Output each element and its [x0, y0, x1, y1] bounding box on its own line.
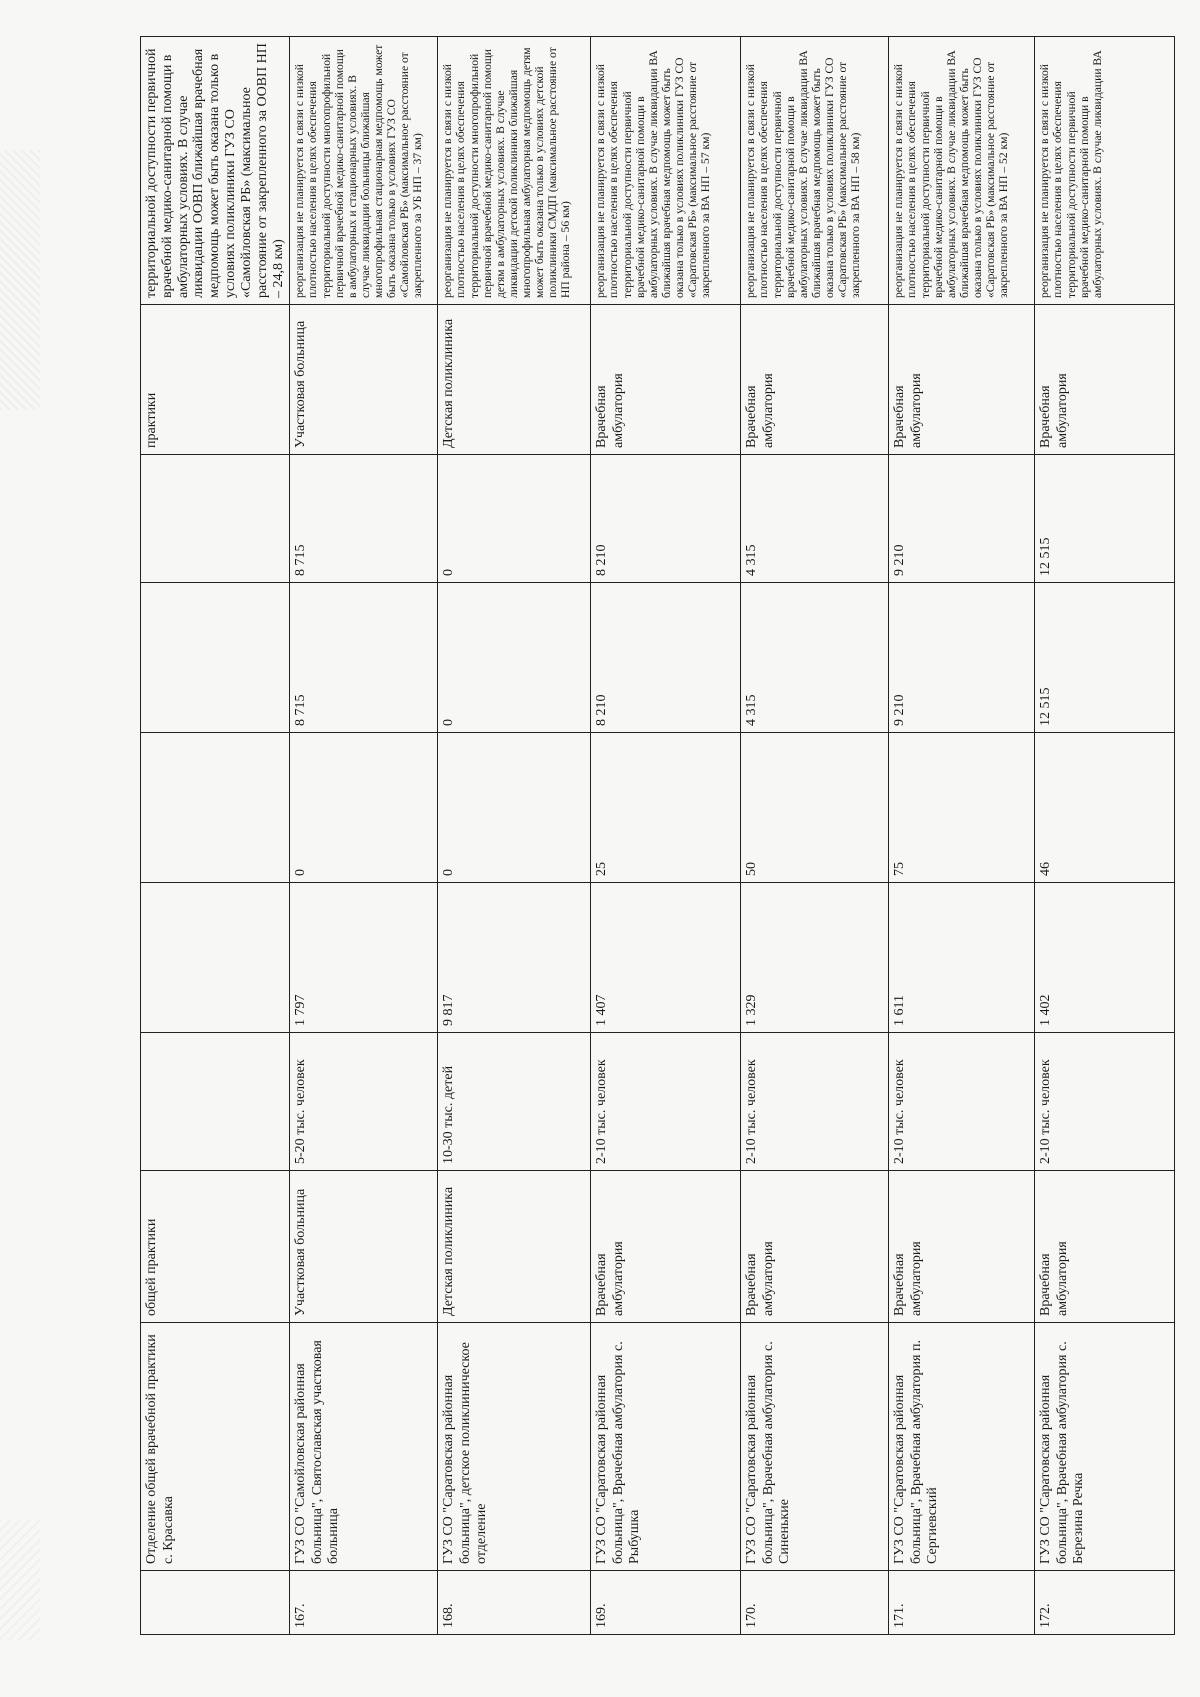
- population-value: 1 402: [1035, 883, 1175, 1033]
- reorganization-note: реорганизация не планируется в связи с низкой плотностью населения в целях обеспечения территориальной доступности первичной врачебной медико-санитарной помощи в амбулаторных условиях. В случае ликвидации ВА ближайшая врачебная медпомощь может быть оказана только в условиях поликлиники ГУЗ СО «Саратовская РБ» (максимальное расстояние от закрепленного за ВА НП – 57 км): [591, 37, 741, 305]
- row-number: 172.: [1035, 1571, 1175, 1635]
- count-value: 9 210: [889, 455, 1035, 583]
- count-value: 12 515: [1035, 583, 1175, 733]
- distance-value: 0: [290, 733, 438, 883]
- table-row: [1035, 37, 1175, 1635]
- planned-facility-type: Врачебная амбулатория: [741, 305, 889, 455]
- row-number: [141, 1571, 290, 1635]
- count-value: 0: [438, 455, 591, 583]
- distance-value: 46: [1035, 733, 1175, 883]
- organization-name: ГУЗ СО "Саратовская районная больница", Врачебная амбулатория п. Сергиевский: [889, 1323, 1035, 1571]
- reorganization-note: реорганизация не планируется в связи с низкой плотностью населения в целях обеспечения территориальной доступности многопрофильной первичной врачебной медико-санитарной помощи детям в амбулаторных условиях. В случае ликвидации детской поликлиники ближайшая многопрофильная амбулаторная медпомощь детям может быть оказана только в условиях детской поликлиники СМДП (максимальное расстояние от НП района – 56 км): [438, 37, 591, 305]
- facility-type: Врачебная амбулатория: [741, 1171, 889, 1323]
- distance-value: 75: [889, 733, 1035, 883]
- count-value: 12 515: [1035, 455, 1175, 583]
- planned-facility-type: Врачебная амбулатория: [1035, 305, 1175, 455]
- service-capacity: 2-10 тыс. человек: [591, 1033, 741, 1171]
- planned-facility-type: Врачебная амбулатория: [591, 305, 741, 455]
- reorganization-note: реорганизация не планируется в связи с низкой плотностью населения в целях обеспечения территориальной доступности первичной врачебной медико-санитарной помощи в амбулаторных условиях. В случае ликвидации ВА: [1035, 37, 1175, 305]
- table-row: [290, 37, 438, 1635]
- planned-facility-type: Детская поликлиника: [438, 305, 591, 455]
- count-value: 8 210: [591, 455, 741, 583]
- organization-name: Отделение общей врачебной практики с. Красавка: [141, 1323, 290, 1571]
- distance-value: 25: [591, 733, 741, 883]
- population-value: 1 329: [741, 883, 889, 1033]
- service-capacity: 2-10 тыс. человек: [741, 1033, 889, 1171]
- row-number: 168.: [438, 1571, 591, 1635]
- scan-noise: [0, 1520, 40, 1640]
- rotated-table-wrapper: [140, 37, 1150, 1635]
- count-value: 8 715: [290, 583, 438, 733]
- service-capacity: 5-20 тыс. человек: [290, 1033, 438, 1171]
- distance-value: 50: [741, 733, 889, 883]
- facility-type: Врачебная амбулатория: [591, 1171, 741, 1323]
- row-number: 169.: [591, 1571, 741, 1635]
- organization-name: ГУЗ СО "Саратовская районная больница", Врачебная амбулатория с. Синенькие: [741, 1323, 889, 1571]
- organization-name: ГУЗ СО "Саратовская районная больница", Врачебная амбулатория с. Березина Речка: [1035, 1323, 1175, 1571]
- table-row: [438, 37, 591, 1635]
- facility-table: [140, 36, 1175, 1635]
- table-row: [889, 37, 1035, 1635]
- planned-facility-type: практики: [141, 305, 290, 455]
- count-value: [141, 583, 290, 733]
- facility-type: Врачебная амбулатория: [889, 1171, 1035, 1323]
- scan-noise: [0, 150, 40, 410]
- count-value: [141, 455, 290, 583]
- row-number: 171.: [889, 1571, 1035, 1635]
- population-value: 1 797: [290, 883, 438, 1033]
- reorganization-note: реорганизация не планируется в связи с низкой плотностью населения в целях обеспечения территориальной доступности первичной врачебной медико-санитарной помощи в амбулаторных условиях. В случае ликвидации ВА ближайшая врачебная медпомощь может быть оказана только в условиях поликлиники ГУЗ СО «Саратовская РБ» (максимальное расстояние от закрепленного за ВА НП – 52 км): [889, 37, 1035, 305]
- service-capacity: [141, 1033, 290, 1171]
- facility-type: общей практики: [141, 1171, 290, 1323]
- organization-name: ГУЗ СО "Саратовская районная больница", Врачебная амбулатория с. Рыбушка: [591, 1323, 741, 1571]
- service-capacity: 10-30 тыс. детей: [438, 1033, 591, 1171]
- reorganization-note: территориальной доступности первичной врачебной медико-санитарной помощи в амбулаторных условиях. В случае ликвидации ООВП ближайшая врачебная медпомощь может быть оказана только в условиях поликлиники ГУЗ СО «Самойловская РБ» (максимальное расстояние от закрепленного за ООВП НП – 24,8 км): [141, 37, 290, 305]
- planned-facility-type: Участковая больница: [290, 305, 438, 455]
- count-value: 4 315: [741, 583, 889, 733]
- facility-type: Врачебная амбулатория: [1035, 1171, 1175, 1323]
- count-value: 8 210: [591, 583, 741, 733]
- row-number: 170.: [741, 1571, 889, 1635]
- organization-name: ГУЗ СО "Саратовская районная больница", детское поликлиническое отделение: [438, 1323, 591, 1571]
- service-capacity: 2-10 тыс. человек: [889, 1033, 1035, 1171]
- planned-facility-type: Врачебная амбулатория: [889, 305, 1035, 455]
- table-row: [141, 37, 290, 1635]
- population-value: [141, 883, 290, 1033]
- facility-type: Участковая больница: [290, 1171, 438, 1323]
- row-number: 167.: [290, 1571, 438, 1635]
- population-value: 9 817: [438, 883, 591, 1033]
- table-row: [591, 37, 741, 1635]
- service-capacity: 2-10 тыс. человек: [1035, 1033, 1175, 1171]
- count-value: 4 315: [741, 455, 889, 583]
- population-value: 1 407: [591, 883, 741, 1033]
- distance-value: 0: [438, 733, 591, 883]
- count-value: 9 210: [889, 583, 1035, 733]
- organization-name: ГУЗ СО "Самойловская районная больница", Святославская участковая больница: [290, 1323, 438, 1571]
- reorganization-note: реорганизация не планируется в связи с низкой плотностью населения в целях обеспечения территориальной доступности первичной врачебной медико-санитарной помощи в амбулаторных условиях. В случае ликвидации ВА ближайшая врачебная медпомощь может быть оказана только в условиях поликлиники ГУЗ СО «Саратовская РБ» (максимальное расстояние от закрепленного за ВА НП – 58 км): [741, 37, 889, 305]
- distance-value: [141, 733, 290, 883]
- count-value: 0: [438, 583, 591, 733]
- population-value: 1 611: [889, 883, 1035, 1033]
- count-value: 8 715: [290, 455, 438, 583]
- facility-type: Детская поликлиника: [438, 1171, 591, 1323]
- reorganization-note: реорганизация не планируется в связи с низкой плотностью населения в целях обеспечения территориальной доступности многопрофильной первичной врачебной медико-санитарной помощи в амбулаторных и стационарных условиях. В случае ликвидации больницы ближайшая многопрофильная стационарная медпомощь может быть оказана только в условиях ГУЗ СО «Самойловская РБ» (максимальное расстояние от закрепленного за УБ НП – 37 км): [290, 37, 438, 305]
- table-row: [741, 37, 889, 1635]
